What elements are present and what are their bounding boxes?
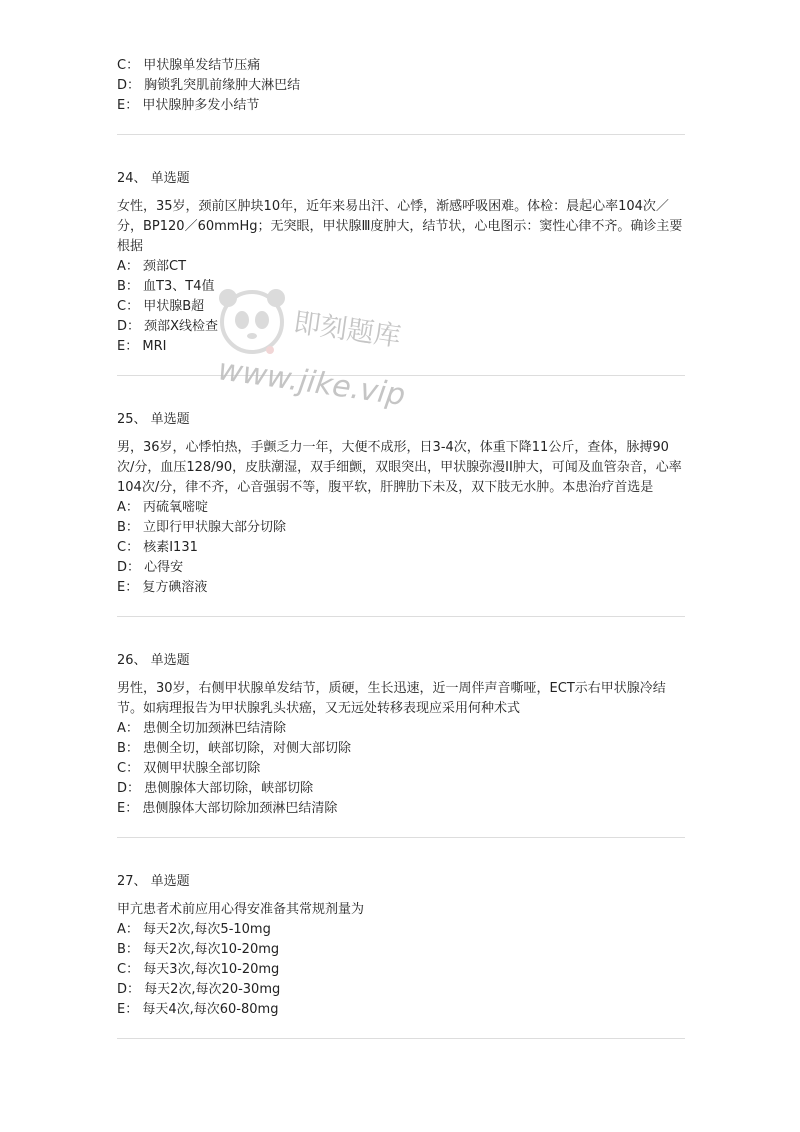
divider (117, 1038, 685, 1039)
question-text: 女性，35岁，颈前区肿块10年，近年来易出汗、心悸，渐感呼吸困难。体检：晨起心率104次／分，BP120／60mmHg；无突眼，甲状腺Ⅲ度肿大，结节状，心电图示：窦性心律不齐。确诊主要根据 (117, 199, 683, 254)
option-a[interactable]: A： 患侧全切加颈淋巴结清除 (117, 721, 287, 736)
question-header: 25、 单选题 (117, 412, 190, 427)
option-e[interactable]: E： MRI (117, 339, 167, 354)
watermark-url: www.jike.vip (215, 352, 408, 414)
option-e[interactable]: E： 甲状腺肿多发小结节 (117, 98, 260, 113)
option-c[interactable]: C： 每天3次,每次10-20mg (117, 962, 280, 977)
question-26 (117, 651, 685, 819)
watermark-brand: 即刻题库 (291, 307, 403, 353)
question-27 (117, 872, 685, 1020)
option-c[interactable]: C： 双侧甲状腺全部切除 (117, 761, 261, 776)
option-c[interactable]: C： 甲状腺B超 (117, 299, 205, 314)
option-d[interactable]: D： 胸锁乳突肌前缘肿大淋巴结 (117, 78, 301, 93)
option-e[interactable]: E： 复方碘溶液 (117, 580, 208, 595)
question-text: 男，36岁，心悸怕热，手颤乏力一年，大便不成形，日3-4次，体重下降11公斤，查体，脉搏90次/分，血压128/90，皮肤潮湿，双手细颤，双眼突出，甲状腺弥漫II肿大，可闻及血管杂音，心率104次/分，律不齐，心音强弱不等，腹平软，肝脾肋下未及，双下肢无水肿。本患治疗首选是 (117, 440, 682, 495)
divider (117, 616, 685, 617)
question-text: 甲亢患者术前应用心得安准备其常规剂量为 (117, 902, 365, 917)
question-header: 27、 单选题 (117, 874, 190, 889)
option-d[interactable]: D： 颈部X线检查 (117, 319, 219, 334)
carryover-options (117, 56, 685, 116)
option-c[interactable]: C： 甲状腺单发结节压痛 (117, 58, 261, 73)
option-a[interactable]: A： 颈部CT (117, 259, 187, 274)
option-c[interactable]: C： 核素I131 (117, 540, 198, 555)
divider (117, 134, 685, 135)
option-e[interactable]: E： 每天4次,每次60-80mg (117, 1002, 279, 1017)
option-b[interactable]: B： 每天2次,每次10-20mg (117, 942, 280, 957)
option-d[interactable]: D： 心得安 (117, 560, 184, 575)
option-d[interactable]: D： 患侧腺体大部切除，峡部切除 (117, 781, 314, 796)
question-header: 26、 单选题 (117, 653, 190, 668)
option-a[interactable]: A： 丙硫氧嘧啶 (117, 500, 209, 515)
question-24 (117, 169, 685, 357)
question-25 (117, 410, 685, 598)
option-a[interactable]: A： 每天2次,每次5-10mg (117, 922, 271, 937)
divider (117, 375, 685, 376)
question-header: 24、 单选题 (117, 171, 190, 186)
option-b[interactable]: B： 血T3、T4值 (117, 279, 215, 294)
option-b[interactable]: B： 立即行甲状腺大部分切除 (117, 520, 287, 535)
option-b[interactable]: B： 患侧全切，峡部切除，对侧大部切除 (117, 741, 352, 756)
option-d[interactable]: D： 每天2次,每次20-30mg (117, 982, 281, 997)
option-e[interactable]: E： 患侧腺体大部切除加颈淋巴结清除 (117, 801, 338, 816)
divider (117, 837, 685, 838)
document-page (117, 56, 685, 1039)
question-text: 男性，30岁，右侧甲状腺单发结节，质硬，生长迅速，近一周伴声音嘶哑，ECT示右甲状腺冷结节。如病理报告为甲状腺乳头状癌，又无远处转移表现应采用何种术式 (117, 681, 666, 716)
